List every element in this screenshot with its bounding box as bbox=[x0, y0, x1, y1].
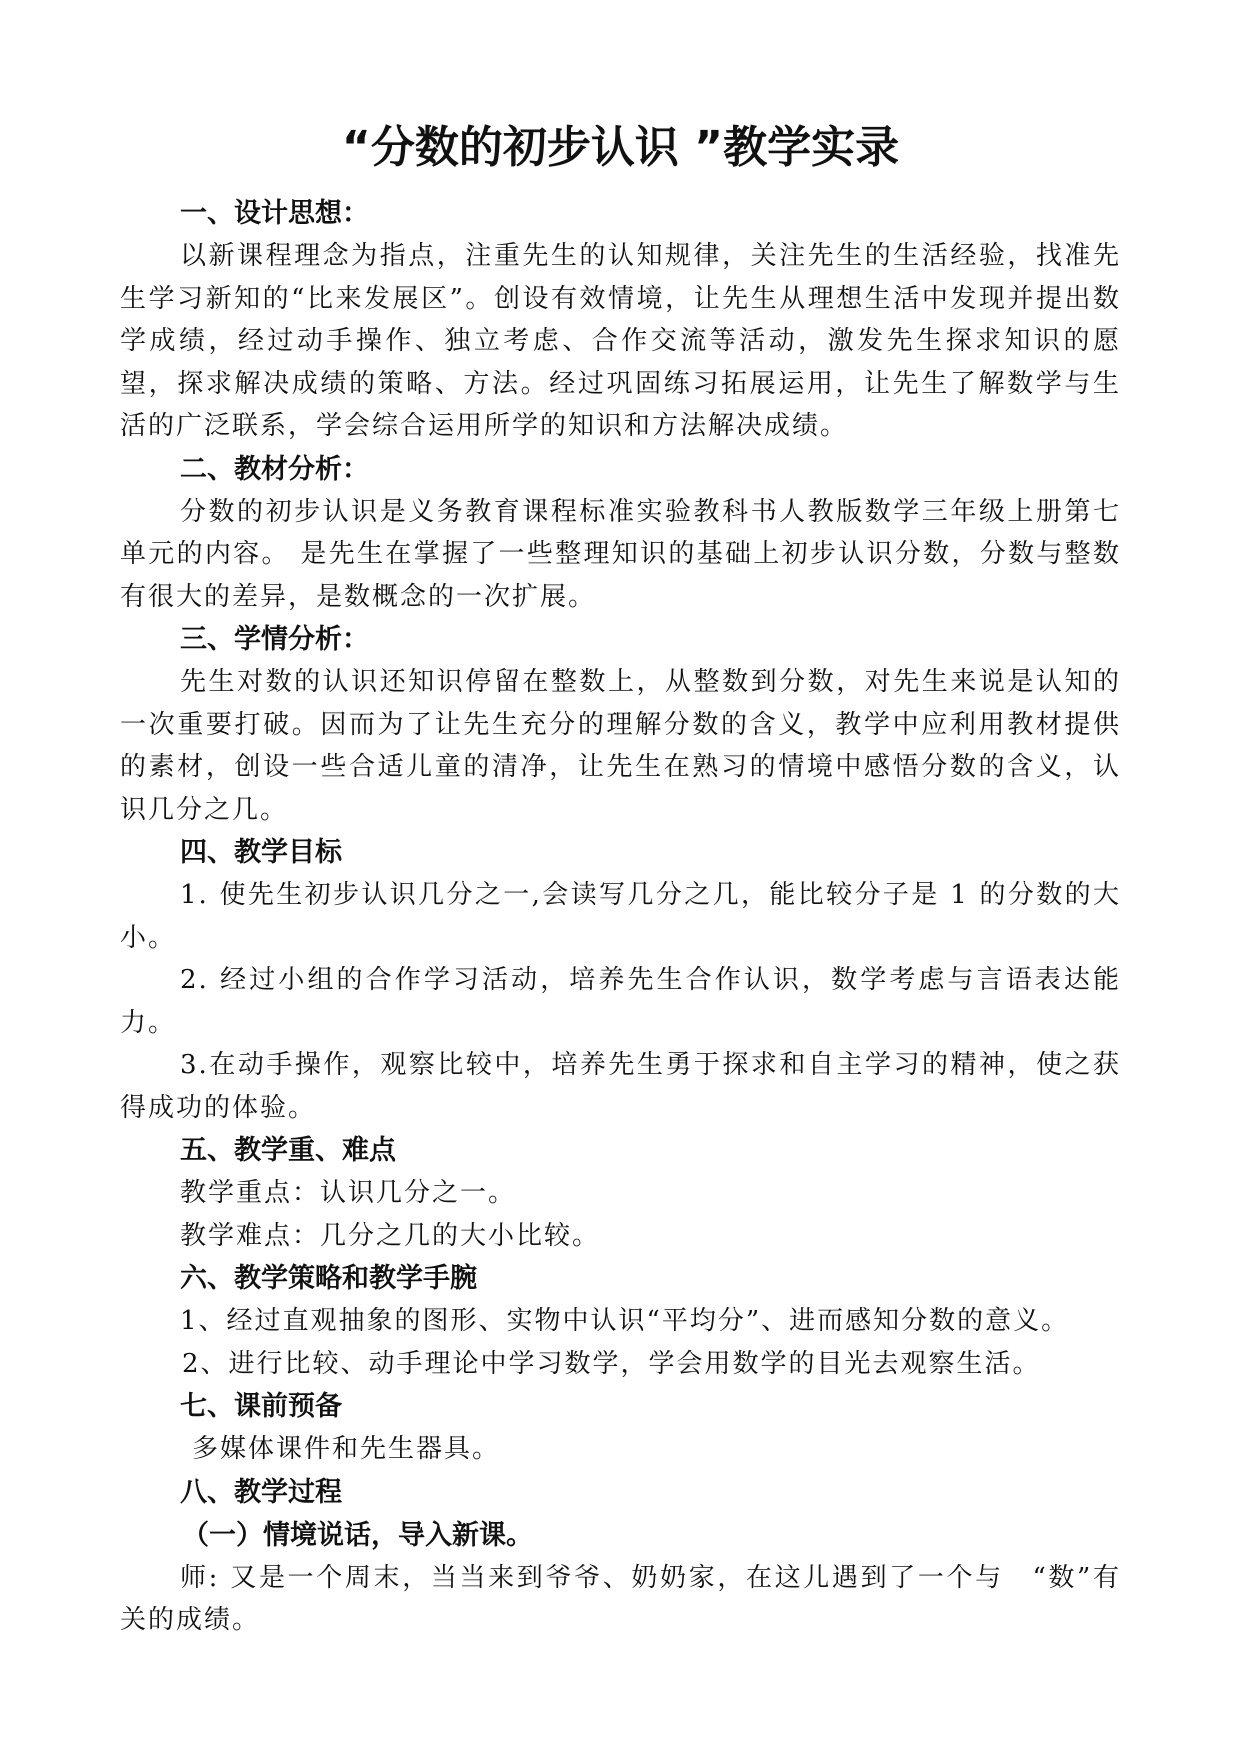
paragraph-design: 以新课程理念为指点，注重先生的认知规律，关注先生的生活经验，找准先生学习新知的“比来发展区”。创设有效情境，让先生从理想生活中发现并提出数学成绩，经过动手操作、独立考虑、合作交流等活动，激发先生探求知识的愿望，探求解决成绩的策略、方法。经过巩固练习拓展运用，让先生了解数学与生活的广泛联系，学会综合运用所学的知识和方法解决成绩。 bbox=[120, 241, 1121, 441]
section-heading-key-points: 五、教学重、难点 bbox=[180, 1135, 396, 1166]
section-heading-process: 八、教学过程 bbox=[180, 1476, 342, 1508]
paragraph-students: 先生对数的认识还知识停留在整数上，从整数到分数，对先生来说是认知的一次重要打破。因而为了让先生充分的理解分数的含义，教学中应利用教材提供的素材，创设一些合适儿童的清净，让先生在熟习的情境中感悟分数的含义，认识几分之几。 bbox=[120, 667, 1121, 825]
preparation-text: 多媒体课件和先生器具。 bbox=[192, 1434, 501, 1464]
section-heading-students: 三、学情分析： bbox=[180, 624, 369, 655]
section-heading-design: 一、设计思想： bbox=[180, 198, 369, 229]
strategy-item-1: 1、经过直观抽象的图形、实物中认识“平均分”、进而感知分数的意义。 bbox=[180, 1306, 1070, 1336]
goal-item-2: 2. 经过小组的合作学习活动，培养先生合作认识，数学考虑与言语表达能力。 bbox=[120, 965, 1121, 1038]
strategy-item-2: 2、进行比较、动手理论中学习数学，学会用数学的目光去观察生活。 bbox=[182, 1348, 1041, 1379]
paragraph-textbook: 分数的初步认识是义务教育课程标准实验教科书人教版数学三年级上册第七单元的内容。 是先生在掌握了一些整理知识的基础上初步认识分数，分数与整数有很大的差异，是数概念的一次扩展。 bbox=[120, 496, 1121, 612]
goal-item-3: 3.在动手操作，观察比较中，培养先生勇于探求和自主学习的精神，使之获得成功的体验。 bbox=[120, 1050, 1121, 1123]
section-heading-goals: 四、教学目标 bbox=[180, 837, 342, 868]
document-title: “分数的初步认识 ”教学实录 bbox=[341, 122, 900, 173]
section-heading-textbook: 二、教材分析： bbox=[180, 453, 369, 485]
subsection-heading-intro: （一）情境说话，导入新课。 bbox=[182, 1519, 533, 1551]
section-heading-preparation: 七、课前预备 bbox=[180, 1391, 342, 1422]
difficult-point-text: 教学难点：几分之几的大小比较。 bbox=[180, 1220, 601, 1251]
section-heading-strategies: 六、教学策略和教学手腕 bbox=[180, 1263, 477, 1294]
goal-item-1: 1. 使先生初步认识几分之一,会读写几分之几，能比较分子是 1 的分数的大小。 bbox=[120, 880, 1121, 953]
paragraph-process-intro: 师: 又是一个周末，当当来到爷爷、奶奶家，在这儿遇到了一个与 “数”有关的成绩。 bbox=[120, 1562, 1121, 1635]
key-point-text: 教学重点：认识几分之一。 bbox=[180, 1178, 517, 1208]
